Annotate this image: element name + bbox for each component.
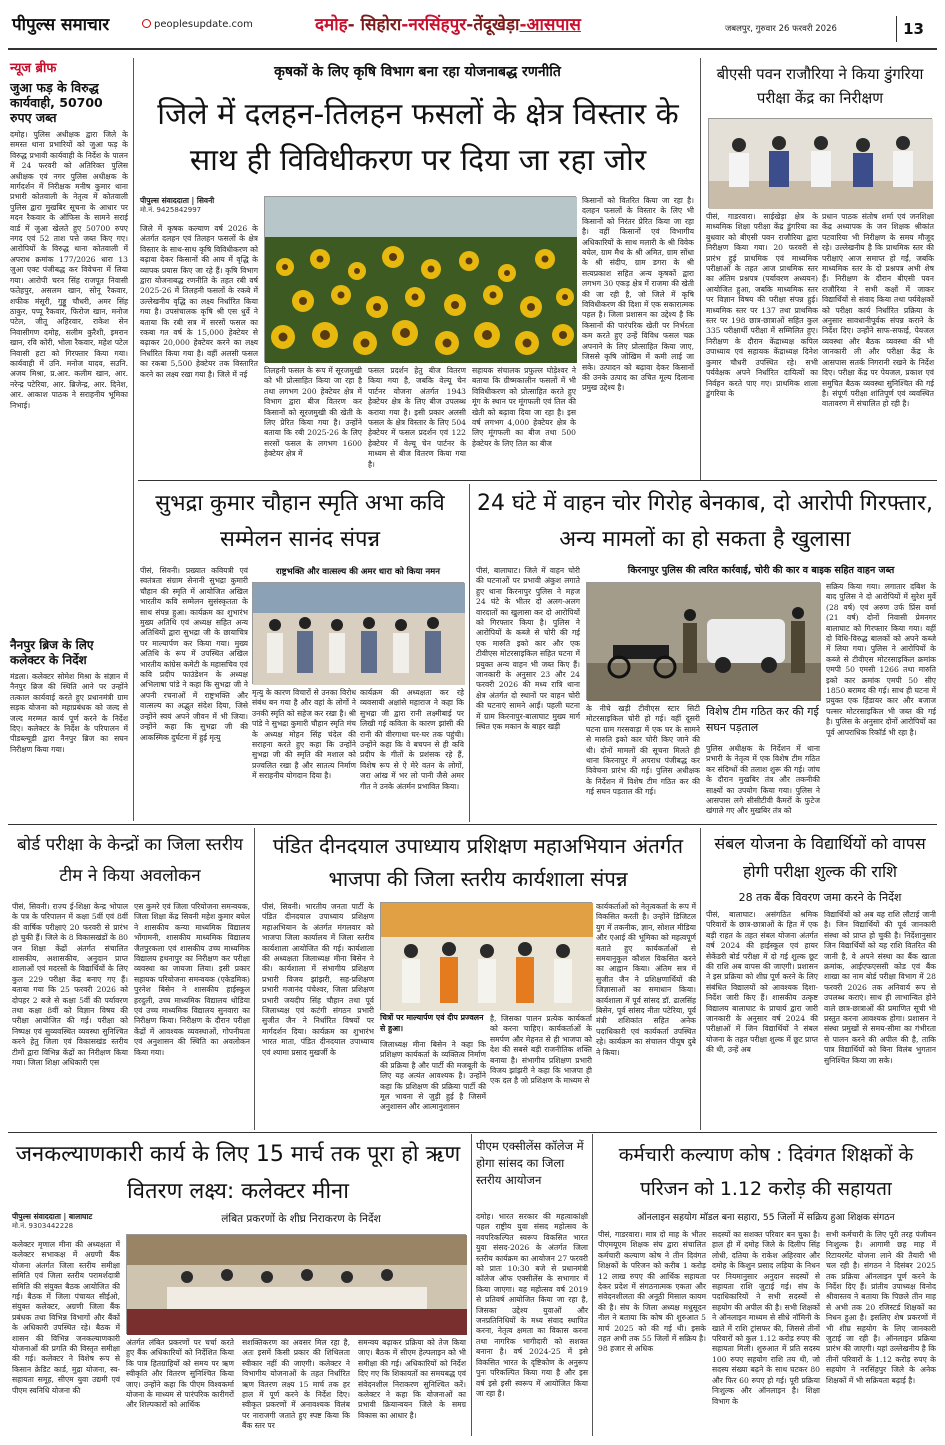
story-theft-col2: के नीचे खड़ी टीवीएस स्टार सिटी मोटरसाइकिल चोरी हो गई। वहीं दूसरी घटना ग्राम गरसवाड़ा में एक घर के सामने से मारुति इको कार चोरी किए जाने की थी। दोनों मामलों की सूचना मिलते ही थाना किरनापुर में अपराध पंजीबद्ध कर विवेचना प्रारंभ की गई। पुलिस अधीक्षक के निर्देशन में विशेष टीम गठित कर की गई सघन पड़ताल की गई। [586,704,703,797]
row1-rule [138,480,937,481]
story-bjp-col3: है, जिसका पालन प्रत्येक कार्यकर्ता को करना चाहिए। कार्यकर्ताओं के समर्पण और मेहनत से ही भाजपा को देश की सबसे बड़ी राजनीतिक शक्ति बनाया है। संभागीय प्रशिक्षण प्रभारी विजय झांझरी ने कहा कि भाजपा ही एक दल है जो प्रशिक्षण के माध्यम से [490,1014,595,1086]
story-loan-col1: कलेक्टर मृणाल मीना की अध्यक्षता में कलेक्टर सभाकक्ष में अग्रणी बैंक योजना अंतर्गत जिला स्तरीय समीक्षा समिति एवं जिला स्तरीय परामर्शदात्री समिति की संयुक्त बैठक आयोजित की गई। बैठक में जिला पंचायत सीईओ, संयुक्त कलेक्टर, अग्रणी जिला बैंक प्रबंधक तथा विभिन्न विभागों और बैंकों के अधिकारी उपस्थित रहे। बैठक में शासन की विभिन्न जनकल्याणकारी योजनाओं की प्रगति की विस्तृत समीक्षा की गई। कलेक्टर ने विशेष रूप से किसान क्रेडिट कार्ड, मुद्रा योजना, स्व-सहायता समूह, सीएम युवा उद्यमी एवं पीएम स्वनिधि योजना की [12,1240,123,1395]
story-loan-byline [12,1212,132,1236]
story-poet-col1: पीसं, सिवनी। प्रख्यात कवियत्री एवं स्वतंत्रता संग्राम सेनानी सुभद्रा कुमारी चौहान की स्मृति में आयोजित अखिल भारतीय कवि सम्मेलन सुसंस्कृतता के साथ संपन्न हुआ। कार्यक्रम का शुभारंभ मुख्य अतिथि एवं अध्यक्ष सहित अन्य अतिथियों द्वारा सुभद्रा जी के छायाचित्र पर माल्यार्पण कर किया गया। मुख्य अतिथि के रूप में उपस्थित अखिल भारतीय कांग्रेस कमेटी के महासचिव एवं कवि प्रदीप फाउंडेशन के अध्यक्ष अभिलाषा पांडे ने कहा कि सुभद्रा जी ने अपनी रचनाओं में राष्ट्रभक्ति और वात्सल्य का अद्भुत संदेश दिया, जिसे उन्होंने स्वयं अपने जीवन में भी जिया। उन्होंने कहा कि सुभद्रा जी की आकस्मिक दुर्घटना में हुई मृत्यु [140,566,251,742]
poets-stage-image [253,583,465,685]
youth-right-divider [592,1134,593,1436]
story-welfare-col2: सदस्यों का सशक्त परिवार बन चुका है। हाल ही में दमोह जिले के दिलीप सिंह लोधी, दतिया के राकेश अहिरवार और दमोह के किशुन प्रसाद लड़िया के निधन पर नियमानुसार अनुदान सदस्यों से सहायता राशि जुटाई गई। संघ के पदाधिकारियों ने सभी सदस्यों से सहयोग की अपील की है। सभी शिक्षकों ने ऑनलाइन माध्यम से सीधे नॉमिनी के खाते में राशि ट्रांसफर की, जिससे तीनों परिवारों को कुल 1.12 करोड़ रुपए की सहायता मिली। शुरुआत में प्रति सदस्य 100 रुपए सहयोग राशि तय थी, जो सदस्य संख्या बढ़ने के साथ घटकर 80 और फिर 60 रुपए हो गई। पूरी प्रक्रिया निःशुल्क और ऑनलाइन है। शिक्षा विभाग के [712,1230,823,1406]
story-bac-col2: प्रधान पाठक संतोष शर्मा एवं जनशिक्षा केंद्र अध्यापक के जन शिक्षक श्रीकांत पटवारिया भी निरीक्षण के समय मौजूद रहे। उल्लेखनीय है कि प्राथमिक स्तर की परीक्षाएं आज समाप्त हो गईं, जबकि माध्यमिक स्तर के दो प्रश्नपत्र अभी शेष हैं। निरीक्षण के दौरान बीएसी पवन राजौरिया ने सभी कक्षों में जाकर विद्यार्थियों से संवाद किया तथा पर्यवेक्षकों को परीक्षा कार्य निर्धारित प्रक्रिया के अनुसार सावधानीपूर्वक संपन्न कराने के निर्देश दिए। उन्होंने साफ-सफाई, पेयजल व्यवस्था और बैठक व्यवस्था की भी जानकारी ली और परीक्षा केंद्र के आसपास सतर्क निगरानी रखने के निर्देश दिए। परीक्षा केंद्र पर पेयजल, प्रकाश एवं समुचित बैठक व्यवस्था सुनिश्चित की गई है। संपूर्ण परीक्षा शांतिपूर्ण एवं व्यवस्थित वातावरण में संचालित हो रही है। [822,212,937,409]
brief-body-2: मंडला। कलेक्टर सोमेश मिश्रा के संज्ञान में नैनपुर ब्रिज की स्थिति आने पर उन्होंने तत्काल कार्यवाई करते हुए प्रधानमंत्री ग्राम सड़क योजना को महाप्रबंधक को जल्द से जल्द मरम्मत कार्य पूर्ण करने के निर्देश दिए। कलेक्टर के निर्देश के परिपालन में पीडब्ल्यूडी द्वारा नैनपुर ब्रिज का सघन निरीक्षण किया गया। [10,672,131,754]
sunflower-photo [264,196,576,362]
story-poet-headline: सुभद्रा कुमार चौहान स्मृति अभा कवि सम्मेलन सानंद संपन्न [155,491,445,552]
meeting-hall-image [127,1235,467,1335]
story-bjp-headline: पंडित दीनदयाल उपाध्याय प्रशिक्षण महाअभियान अंतर्गत भाजपा की जिला स्तरीय कार्यशाला संपन्न [272,834,684,891]
story-bac-headline: बीएसी पवन राजौरिया ने किया डुंगरिया परीक्षा केंद्र का निरीक्षण [716,65,924,107]
story-welfare-headline: कर्मचारी कल्याण कोष : दिवंगत शिक्षकों के परिजन को 1.12 करोड़ की सहायता [618,1144,914,1200]
story-sambal-subhead: 28 तक बैंक विवरण जमा करने के निर्देश [738,891,902,904]
bac-inspection-photo [708,118,932,208]
story-loan-col2: अंतर्गत लंबित प्रकरणों पर चर्चा करते हुए बैंक अधिकारियों को निर्देशित किया कि पात्र हितग्राहियों को समय पर ऋण स्वीकृति और वितरण सुनिश्चित किया जाए। उन्होंने कहा कि पीएम विश्वकर्मा योजना के माध्यम से पारंपरिक कारीगरों और शिल्पकारों को आर्थिक [126,1338,237,1410]
sidebar-section-label: न्यूज ब्रीफ [10,61,57,76]
story-loan-headline: जनकल्याणकारी कार्य के लिए 15 मार्च तक पूरा हो ऋण वितरण लक्ष्य: कलेक्टर मीना [15,1142,461,1204]
story-youth-col1: दमोह। भारत सरकार की महत्वाकांक्षी पहल राष्ट्रीय युवा संसद महोत्सव के नवपरिकल्पित स्वरूप विकसित भारत युवा संसद-2026 के अंतर्गत जिला स्तरीय कार्यक्रम का आयोजन 27 फरवरी को प्रातः 10:30 बजे से प्रधानमंत्री कॉलेज ऑफ एक्सीलेंस के सभागार में किया जाएगा। यह महोत्सव वर्ष 2019 से प्रतिवर्ष आयोजित किया जा रहा है, जिसका उद्देश्य युवाओं और जनप्रतिनिधियों के मध्य संवाद स्थापित करना, नेतृत्व क्षमता का विकास करना तथा नागरिक भागीदारी को सशक्त बनाना है। वर्ष 2024-25 में इसे विकसित भारत के दृष्टिकोण के अनुरूप पुनः परिकल्पित किया गया है और इस वर्ष इसे इसी स्वरूप में आयोजित किया जा रहा है। [476,1212,591,1398]
story-welfare-col1: पीसं, गाडरवारा। मात्र दो माह के भीतर पीएमयूएम शिक्षक संघ द्वारा संचालित कर्मचारी कल्याण कोष ने तीन दिवंगत शिक्षकों के परिजन को करीब 1 करोड़ 12 लाख रुपए की आर्थिक सहायता देकर प्रदेश में संगठनात्मक एकता और संवेदनशीलता की अनूठी मिसाल कायम की है। संघ के जिला अध्यक्ष मधुसूदन नील ने बताया कि कोष की शुरुआत 5 मार्च 2025 को की गई थी। इसके तहत अभी तक 55 जिलों में सक्रिय है। 98 हजार से अधिक [598,1230,709,1354]
region-narsinghpur: -नरसिंहपुर [401,15,467,35]
region-aaspaas: -आसपास [519,15,581,35]
region-sihora: - सिहोरा [347,15,402,35]
brief-headline-1: जुआ फड़ के विरुद्ध कार्यवाही, 50700 रुपए जब्त [10,80,103,125]
police-with-vehicles-image [587,583,821,701]
region-strip [315,12,705,42]
region-tendukheda: -तेंदूखेड़ा [466,15,520,35]
agri-right-divider [700,58,701,480]
sidebar [10,58,131,821]
story-poet-col3: कार्यक्रम की अध्यक्षता कर रहे व्यवसायी अक्षांसे महाराज ने कहा कि सुभद्रा जी द्वारा रानी लक्ष्मीबाई पर लिखी गई कविता के कारण झांसी की रानी की वीरगाथा घर-घर तक पहुंची। उन्होंने कहा कि वे बचपन से ही कवि प्रदीप के गीतों के प्रशंसक रहे हैं, विशेष रूप से ऐ मेरे वतन के लोगों, जरा आंख में भर लो पानी जैसे अमर गीत ने उनके अंतर्मन प्रभावित किया। [360,688,467,791]
story-theft-headline: 24 घंटे में वाहन चोर गिरोह बेनकाब, दो आरोपी गिरफ्तार, अन्य मामलों का हो सकता है खुलासा [477,491,933,552]
story-sambal-col2: विद्यार्थियों को अब यह राशि लौटाई जानी है। जिन विद्यार्थियों की पूर्व जानकारी संस्था को प्राप्त हो चुकी है। निर्देशानुसार जिन विद्यार्थियों को यह राशि वितरित की जानी है, वे अपने संस्था का बैंक खाता क्रमांक, आईएफएससी कोड एवं बैंक शाखा का नाम बोर्ड परीक्षा विभाग में 28 फरवरी 2026 तक अनिवार्य रूप से उपलब्ध कराएं। साथ ही लाभान्वित होने वाले छात्र-छात्राओं की प्रमाणित सूची भी प्रस्तुत करना आवश्यक होगा। प्रशासन ने संस्था प्रमुखों से समय-सीमा का गंभीरता से पालन करने की अपील की है, ताकि पात्र विद्यार्थियों को बिना विलंब भुगतान सुनिश्चित किया जा सके। [824,910,939,1065]
story-welfare-col3: सभी कर्मचारी के लिए पूरी तरह पंजीयन निःशुल्क है। आगामी छह माह में रिटायरमेंट योजना लाने की तैयारी भी चल रही है। संगठन ने दिसंबर 2025 तक प्रक्रिया ऑनलाइन पूर्ण करने के निर्देश दिए हैं। प्रांतीय उपाध्यक्ष विनोद श्रीवास्तव ने बताया कि पिछले तीन माह से अभी तक 20 रजिस्टर्ड शिक्षकों का निधन हुआ है। इसलिए शेष प्रकरणों में भी शीघ्र सहयोग के लिए जानकारी जुटाई जा रही है। ऑनलाइन प्रक्रिया प्रारंभ की जाएगी। यहां उल्लेखनीय है कि तीनों परिवारों के 1.12 करोड़ रुपए के सहयोग ने नरसिंहपुर जिले के अनेक शिक्षकों में भी सक्रियता बढ़ाई है। [826,1230,939,1385]
masthead [0,0,945,50]
story-board-headline: बोर्ड परीक्षा के केन्द्रों का जिला स्तरीय टीम ने किया अवलोकन [17,835,243,886]
story-bjp-caption: चित्रों पर माल्यार्पण एवं दीप प्रज्वलन से हुआ। [380,1013,484,1033]
loan-byline-text: पीपुल्स संवाददाता | बालाघाट [12,1212,93,1221]
poet-right-divider [469,484,470,822]
row2-rule [8,824,937,825]
page-number: 13 [896,16,930,42]
story-welfare-subhead: ऑनलाइन सहयोग मॉडल बना सहारा, 55 जिलों में सक्रिय हुआ शिक्षक संगठन [637,1212,895,1223]
masthead-logo: पीपुल्स समाचार [12,15,110,35]
story-agri-col3: फसल प्रदर्शन हेतु बीज वितरण किया गया है, जबकि वेल्यू चेन पार्टनर योजना अंतर्गत 1943 हेक्टेयर क्षेत्र के लिए बीज उपलब्ध कराया गया है। इसी प्रकार अलसी फसल के क्षेत्र विस्तार के लिए 504 हेक्टेयर में फसल प्रदर्शन एवं 122 हेक्टेयर में वेल्यू चेन पार्टनर के माध्यम से बीज वितरण किया गया है। [368,366,469,469]
masthead-rule [8,48,937,50]
story-bjp-col1: पीसं, सिवनी। भारतीय जनता पार्टी के पंडित दीनदयाल उपाध्याय प्रशिक्षण महाअभियान के अंतर्गत मंगलवार को भाजपा जिला कार्यालय में जिला स्तरीय कार्यशाला आयोजित की गई। कार्यशाला की अध्यक्षता जिलाध्यक्ष मीना बिसेन ने की। कार्यशाला में संभागीय प्रशिक्षण प्रभारी विजय झांझरी, सह-प्रशिक्षण प्रभारी गजानंद पंचेश्वर, जिला प्रशिक्षण प्रभारी जयदीप सिंह चौहान तथा पूर्व जिलाध्यक्ष एवं कटंगी संगठन प्रभारी सुजीत जैन ने निर्धारित विषयों पर मार्गदर्शन दिया। कार्यक्रम का शुभारंभ भारत माता, पंडित दीनदयाल उपाध्याय एवं श्यामा प्रसाद मुखर्जी के [262,902,377,1057]
story-bjp-col4: जिलाध्यक्ष मीना बिसेन ने कहा कि प्रशिक्षण कार्यकर्ता के व्यक्तित्व निर्माण की प्रक्रिया है और पार्टी की मजबूती के लिए यह अत्यंत आवश्यक है। उन्होंने कहा कि प्रशिक्षण की प्रक्रिया पार्टी की मूल भावना से जुड़ी हुई है जिसमें अनुशासन और आत्मानुशासन [380,1040,489,1112]
region-damoh: दमोह [315,15,348,35]
story-agri-headline: जिले में दलहन-तिलहन फसलों के क्षेत्र विस्तार के साथ ही विविधीकरण पर दिया जा रहा जोर [157,97,679,178]
story-board-col1: पीसं, सिवनी। राज्य ई-शिक्षा केन्द्र भोपाल के पत्र के परिपालन में कक्षा 5वीं एवं 8वीं की वार्षिक परीक्षाएं 20 फरवरी से प्रारंभ हो चुकी हैं। जिले के 8 विकासखंडों के 80 जन शिक्षा केंद्रों अंतर्गत संचालित शासकीय, अशासकीय, अनुदान प्राप्त शालाओं एवं मदरसों के विद्यार्थियों के लिए कुल 229 परीक्षा केंद्र बनाए गए हैं। बताया गया कि 25 फरवरी 2026 को दोपहर 2 बजे से कक्षा 5वीं की पर्यावरण तथा कक्षा 8वीं को विज्ञान विषय की परीक्षा आयोजित की गई। परीक्षा को निष्पक्ष एवं सुव्यवस्थित व्यवस्था सुनिश्चित करने हेतु जिला एवं विकासखंड स्तरीय टीमों द्वारा विभिन्न केंद्रों का निरीक्षण किया गया। जिला शिक्षा अधिकारी एस [12,902,131,1068]
story-board-col2: एस कुमरे एवं जिला परियोजना समन्वयक, जिला शिक्षा केंद्र सिवनी महेश कुमार बघेल ने शासकीय कन्या माध्यमिक विद्यालय भोंगामनी, शासकीय माध्यमिक विद्यालय जैतपुरकला एवं शासकीय उच्च माध्यमिक विद्यालय हथनापुर का निरीक्षण कर परीक्षा व्यवस्था का जायजा लिया। इसी प्रकार सहायक परियोजना समन्वयक (एकेडमिक) पुरनेश बिसेन ने शासकीय हाईस्कूल हरदुली, उच्च माध्यमिक विद्यालय थोडिया एवं उच्च माध्यमिक विद्यालय सुनवारा का निरीक्षण किया। निरीक्षण के दौरान परीक्षा केंद्रों में आवश्यक व्यवस्थाओं, गोपनीयता एवं अनुशासन की स्थिति का अवलोकन किया गया। [134,902,253,1057]
story-theft-col3: पुलिस अधीक्षक के निर्देशन में थाना प्रभारी के नेतृत्व में एक विशेष टीम गठित कर संदिग्धों की तलाश शुरू की गई। जांच के दौरान मुखबिर तंत्र और तकनीकी साक्ष्यों का उपयोग किया गया। पुलिस ने आसपास लगे सीसीटीवी कैमरों के फुटेज खंगाले गए और मुखबिर तंत्र को [706,744,823,816]
loan-right-divider [471,1134,472,1436]
story-bac-col1: पीसं, गाडरवारा। साईखेड़ा क्षेत्र के माध्यमिक शिक्षा परीक्षा केंद्र डुंगरिया का बुधवार को बीएसी पवन राजौरिया द्वारा निरीक्षण किया गया। 20 फरवरी से प्रारंभ हुई प्राथमिक एवं माध्यमिक परीक्षाओं के तहत आज प्राथमिक स्तर का अंतिम प्रश्नपत्र (पर्यावरण अध्ययन) आयोजित हुआ, जबकि माध्यमिक स्तर पर विज्ञान विषय की परीक्षा संपन्न हुई। माध्यमिक स्तर पर 137 तथा प्राथमिक स्तर पर 198 छात्र-छात्राओं सहित कुल 335 परीक्षार्थी परीक्षा में सम्मिलित हुए। निरीक्षण के दौरान केंद्राध्यक्ष कपिल उपाध्याय एवं सहायक केंद्राध्यक्ष दिनेश कुमार चौधरी उपस्थित रहे। सभी पर्यवेक्षक अपने निर्धारित दायित्वों का निर्वहन करते पाए गए। प्राथमिक शाला डुंगरिया के [706,212,821,398]
byline-text: पीपुल्स संवाददाता | सिवनी [140,196,215,205]
workshop-dais-image [381,903,593,1011]
board-right-divider [254,828,255,1130]
row3-rule [8,1132,937,1133]
bjp-workshop-photo [380,902,592,1010]
globe-icon [142,19,151,28]
story-agri-col4: सहायक संचालक प्रफुल्ल घोड़ेश्वर ने बताया कि ग्रीष्मकालीन फसलों में भी विविधीकरण को प्रोत्साहित करते हुए मूंग के स्थान पर मूंगफली एवं तिल की खेती को बढ़ावा दिया जा रहा है। इस वर्ष लगभग 4,000 हेक्टेयर क्षेत्र के लिए मूंगफली का बीज तथा 500 हेक्टेयर के लिए तिल का बीज [472,366,579,448]
story-theft-col1: पीसं, बालाघाट। जिले में वाहन चोरी की घटनाओं पर प्रभावी अंकुश लगाते हुए थाना किरनापुर पुलिस ने महज 24 घंटे के भीतर दो अलग-अलग वारदातों का खुलासा कर दो आरोपियों को गिरफ्तार किया है। पुलिस ने आरोपियों के कब्जे से चोरी की गई एक मारुति इको कार और एक टीवीएस मोटरसाइकिल सहित घटना में प्रयुक्त अन्य वाहन भी जब्त किए हैं। जानकारी के अनुसार 23 और 24 फरवरी 2026 की मध्य रात्रि थाना क्षेत्र अंतर्गत दो स्थानों पर वाहन चोरी की घटनाएं सामने आईं। पहली घटना में ग्राम किरनापुर-बालाघाट मुख्य मार्ग स्थित एक मकान के बाहर खड़ी [476,566,583,732]
story-loan-col3: सशक्तिकरण का अवसर मिल रहा है, अतः इसमें किसी प्रकार की शिथिलता स्वीकार नहीं की जाएगी। कलेक्टर ने विभागीय योजनाओं के तहत निर्धारित ऋण वितरण लक्ष्य 15 मार्च तक हर हाल में पूर्ण करने के निर्देश दिए। स्वीकृत प्रकरणों में अनावश्यक विलंब पर नाराजगी जताते हुए स्पष्ट किया कि बैंक स्तर पर [242,1338,353,1431]
sunflower-field-image [265,197,577,363]
collector-meeting-photo [126,1234,466,1334]
brief-body-1: दमोह। पुलिस अधीक्षक द्वारा जिले के समस्त थाना प्रभारियों को जुआ फड़ के विरुद्ध प्रभावी कार्यवाही के निर्देश के पालन में 24 फरवरी को अतिरिक्त पुलिस अधीक्षक एवं नगर पुलिस अधीक्षक के मार्गदर्शन में निरीक्षक मनीष कुमार थाना प्रभारी कोतवाली के नेतृत्व में कोतवाली पुलिस द्वारा मुखबिर सूचना के आधार पर मदन रैकवार के ऑफिस के सामने सराई वार्ड में जुआ खेलते हुए 50700 रुपए नगद एवं 52 ताश पत्ते जब्त किए गए। आरोपियों के विरुद्ध थाना कोतवाली में अपराध क्रमांक 177/2026 धारा 13 जुआ एक्ट पंजीबद्ध कर विवेचना में लिया गया। आरोपी चरन सिंह राजपूत निवासी फतेहपुर, असलम खान, सोनू रैकवार, शफीक मंसूरी, गुड्डू चौधरी, अमर सिंह ठाकुर, पप्पू रैकवार, फिरोज खान, मनोज पटेल, जीतू अहिरवार, राकेश सेन निवासीगण दमोह, सलीम कुरैशी, इमरान खान, रवि कोरी, भोला रैकवार, महेश पटेल निवासी हटा को गिरफ्तार किया गया। कार्यवाही में उनि. मनोज यादव, सउनि. अजय मिश्रा, प्र.आर. कलीम खान, आर. नरेन्द्र पटेरिया, आर. ब्रिजेन्द्र, आर. दिनेश, आर. आकाश पाठक ने सराहनीय भूमिका निभाई। [10,130,131,410]
dateline: जबलपुर, गुरुवार 26 फरवरी 2026 [725,24,837,34]
story-agri-col1: जिले में कृषक कल्याण वर्ष 2026 के अंतर्गत दलहन एवं तिलहन फसलों के क्षेत्र विस्तार के साथ-साथ कृषि विविधीकरण को बढ़ावा देकर किसानों की आय में वृद्धि के व्यापक प्रयास किए जा रहे हैं। कृषि विभाग द्वारा योजनाबद्ध रणनीति के तहत रबी वर्ष 2025-26 में तिलहनी फसलों के रकबे में उल्लेखनीय वृद्धि का लक्ष्य निर्धारित किया गया है। उपसंचालक कृषि श्री एस धुर्वे ने बताया कि रबी सत्र में सरसों फसल का रकबा गत वर्ष के 15,000 हेक्टेयर से बढ़ाकर 20,000 हेक्टेयर करने का लक्ष्य निर्धारित किया गया है। वहीं अलसी फसल का रकबा 5,500 हेक्टेयर तक विस्तारित करने का लक्ष्य रखा गया है। जिले में नई [140,224,261,379]
story-poet-col2: मृत्यु के कारण विचारों से उनका विरोध संबंध बन गया है और वहां के लोगों ने उनकी स्मृति को सहेज कर रखा है। श्री पांडे ने सुभद्रा कुमारी चौहान स्मृति मंच के अध्यक्ष मोहन सिंह चंदेल की सराहना करते हुए कहा कि उन्होंने सुभद्रा जी की स्मृति की मशाल को प्रज्वलित रखा है और सातत्य निर्माण में सराहनीय योगदान दिया है। [252,688,359,781]
story-loan-subhead: लंबित प्रकरणों के शीघ्र निराकरण के निर्देश [221,1213,381,1225]
story-agri-col2: तिलहनी फसल के रूप में सूरजमुखी को भी प्रोत्साहित किया जा रहा है तथा लगभग 200 हेक्टेयर क्षेत्र में विभाग द्वारा बीज वितरण कर किसानों को सूरजमुखी की खेती के लिए प्रेरित किया गया है। उन्होंने बताया कि रबी 2025-26 के लिए सरसों फसल के लगभग 1600 हेक्टेयर क्षेत्र में [264,366,365,459]
loan-byline-mobile: मो.नं. 9303442228 [12,1222,74,1230]
officials-group-image [709,119,933,209]
story-loan-col4: समन्वय बढ़ाकर प्रक्रिया को तेज किया जाए। बैठक में सीएम हेल्पलाइन को भी समीक्षा की गई। अधिकारियों को निर्देश दिए गए कि शिकायतों का समयबद्ध एवं संवेदनशील निराकरण सुनिश्चित करें। कलेक्टर ने कहा कि योजनाओं का प्रभावी क्रियान्वयन जिले के समग्र विकास का आधार है। [358,1338,469,1420]
theft-arrest-photo [586,582,820,700]
byline-mobile: मो.नं. 9425842997 [140,206,202,214]
website[interactable] [142,19,262,35]
sidebar-divider [133,58,134,821]
story-theft-caption: विशेष टीम गठित कर की गई सघन पड़ताल [706,705,819,734]
story-theft-col4: सक्रिय किया गया। लगातार दबिश के बाद पुलिस ने दो आरोपियों में सुरेश मुर्वे (28 वर्ष) एवं अरुण उर्फ प्रिंस वर्मा (21 वर्ष) दोनों निवासी प्रेमनगर बालाघाट को गिरफ्तार किया गया। वहीं दो विधि-विरुद्ध बालकों को अपने कब्जे में लिया गया। पुलिस ने आरोपियों के कब्जे से टीवीएस मोटरसाइकिल क्रमांक एमपी 50 एमसी 1266 तथा मारुति इको कार क्रमांक एमपी 50 सीए 1850 बरामद की गई। साथ ही घटना में प्रयुक्त एक हिंडायर कार और बजाज पल्सर मोटरसाइकिल भी जब्त की गई है। पुलिस के अनुसार दोनों आरोपियों का पूर्व आपराधिक रिकॉर्ड भी रहा है। [826,582,939,737]
website-text: peoplesupdate.com [154,19,253,30]
story-agri-col5: किसानों को वितरित किया जा रहा है। दलहन फसलों के विस्तार के लिए भी किसानों को निरंतर प्रेरित किया जा रहा है। वहीं किसानों एवं विभागीय अधिकारियों के साथ मलारी के श्री विवेक बघेल, ग्राम मैथ के श्री अमित, ग्राम सोंधा के श्री संदीप, ग्राम डगरा के श्री सत्यप्रकाश सहित अन्य कृषकों द्वारा लगभग 30 एकड़ क्षेत्र में राजमा की खेती की जा रही है, जो जिले में कृषि विविधीकरण की दिशा में एक सकारात्मक पहल है। जिला प्रशासन का उद्देश्य है कि किसानों की पारंपरिक खेती पर निर्भरता कम करते हुए उन्हें विविध फसल चक्र अपनाने के लिए प्रोत्साहित किया जाए, जिससे कृषि जोखिम में कमी लाई जा सके। उत्पादन को बढ़ावा देकर किसानों की उनके उत्पाद का उचित मूल्य दिलाना प्रमुख उद्देश्य है। [582,196,697,393]
bjp-right-divider [700,828,701,1130]
story-bjp-col2: कार्यकर्ताओं को नेतृत्वकर्ता के रूप में विकसित करती है। उन्होंने डिजिटल युग में तकनीक, ज्ञान, सोशल मीडिया और एआई की भूमिका को महत्वपूर्ण बताते हुए कार्यकर्ताओं से समयानुकूल कौशल विकसित करने का आह्वान किया। अंतिम सत्र में सुजीत जैन ने प्रशिक्षणार्थियों की जिज्ञासाओं का समाधान किया। कार्यशाला में पूर्व सांसद डॉ. ढालसिंह बिसेन, पूर्व सांसद नीता पटेरिया, पूर्व मंत्री शशिकांत सहित अनेक पदाधिकारी एवं कार्यकर्ता उपस्थित रहे। कार्यक्रम का संचालन पीयूष दुबे ने किया। [596,902,699,1057]
brief-headline-2: नैनपुर ब्रिज के लिए कलेक्टर के निर्देश [10,638,94,667]
story-agri-kicker: कृषकों के लिए कृषि विभाग बना रहा योजनाबद्ध रणनीति [274,64,561,80]
story-theft-subhead: किरनापुर पुलिस की त्वरित कार्रवाई, चोरी की कार व बाइक सहित वाहन जब्त [627,565,895,576]
story-youth-headline: पीएम एक्सीलेंस कॉलेज में होगा सांसद का जिला स्तरीय आयोजन [476,1139,584,1187]
poetry-meet-photo [252,582,464,684]
story-sambal-col1: पीसं, बालाघाट। असंगठित श्रमिक परिवारों के छात्र-छात्राओं के हित में एक बड़ी राहत के तहत संबल योजना अंतर्गत वर्ष 2024 की हाईस्कूल एवं हायर सेकेंडरी बोर्ड परीक्षा में दो गई शुल्क छूट की राशि अब वापस की जाएगी। प्रशासन ने इस प्रक्रिया को शीघ्र पूर्ण करने के लिए संबंधित विद्यालयों को आवश्यक दिशा-निर्देश जारी किए हैं। शासकीय उत्कृष्ट विद्यालय बालाघाट के प्राचार्य द्वारा जारी जानकारी के अनुसार वर्ष 2024 की परीक्षाओं में जिन विद्यार्थियों ने संबल योजना के तहत परीक्षा शुल्क में छूट प्राप्त की थी, उन्हें अब [706,910,821,1055]
story-agri-byline [140,196,260,220]
story-poet-caption: राष्ट्रभक्ति और वात्सल्य की अमर धारा को किया नमन [276,567,440,577]
story-sambal-headline: संबल योजना के विद्यार्थियों को वापस होगी परीक्षा शुल्क की राशि [714,834,926,881]
